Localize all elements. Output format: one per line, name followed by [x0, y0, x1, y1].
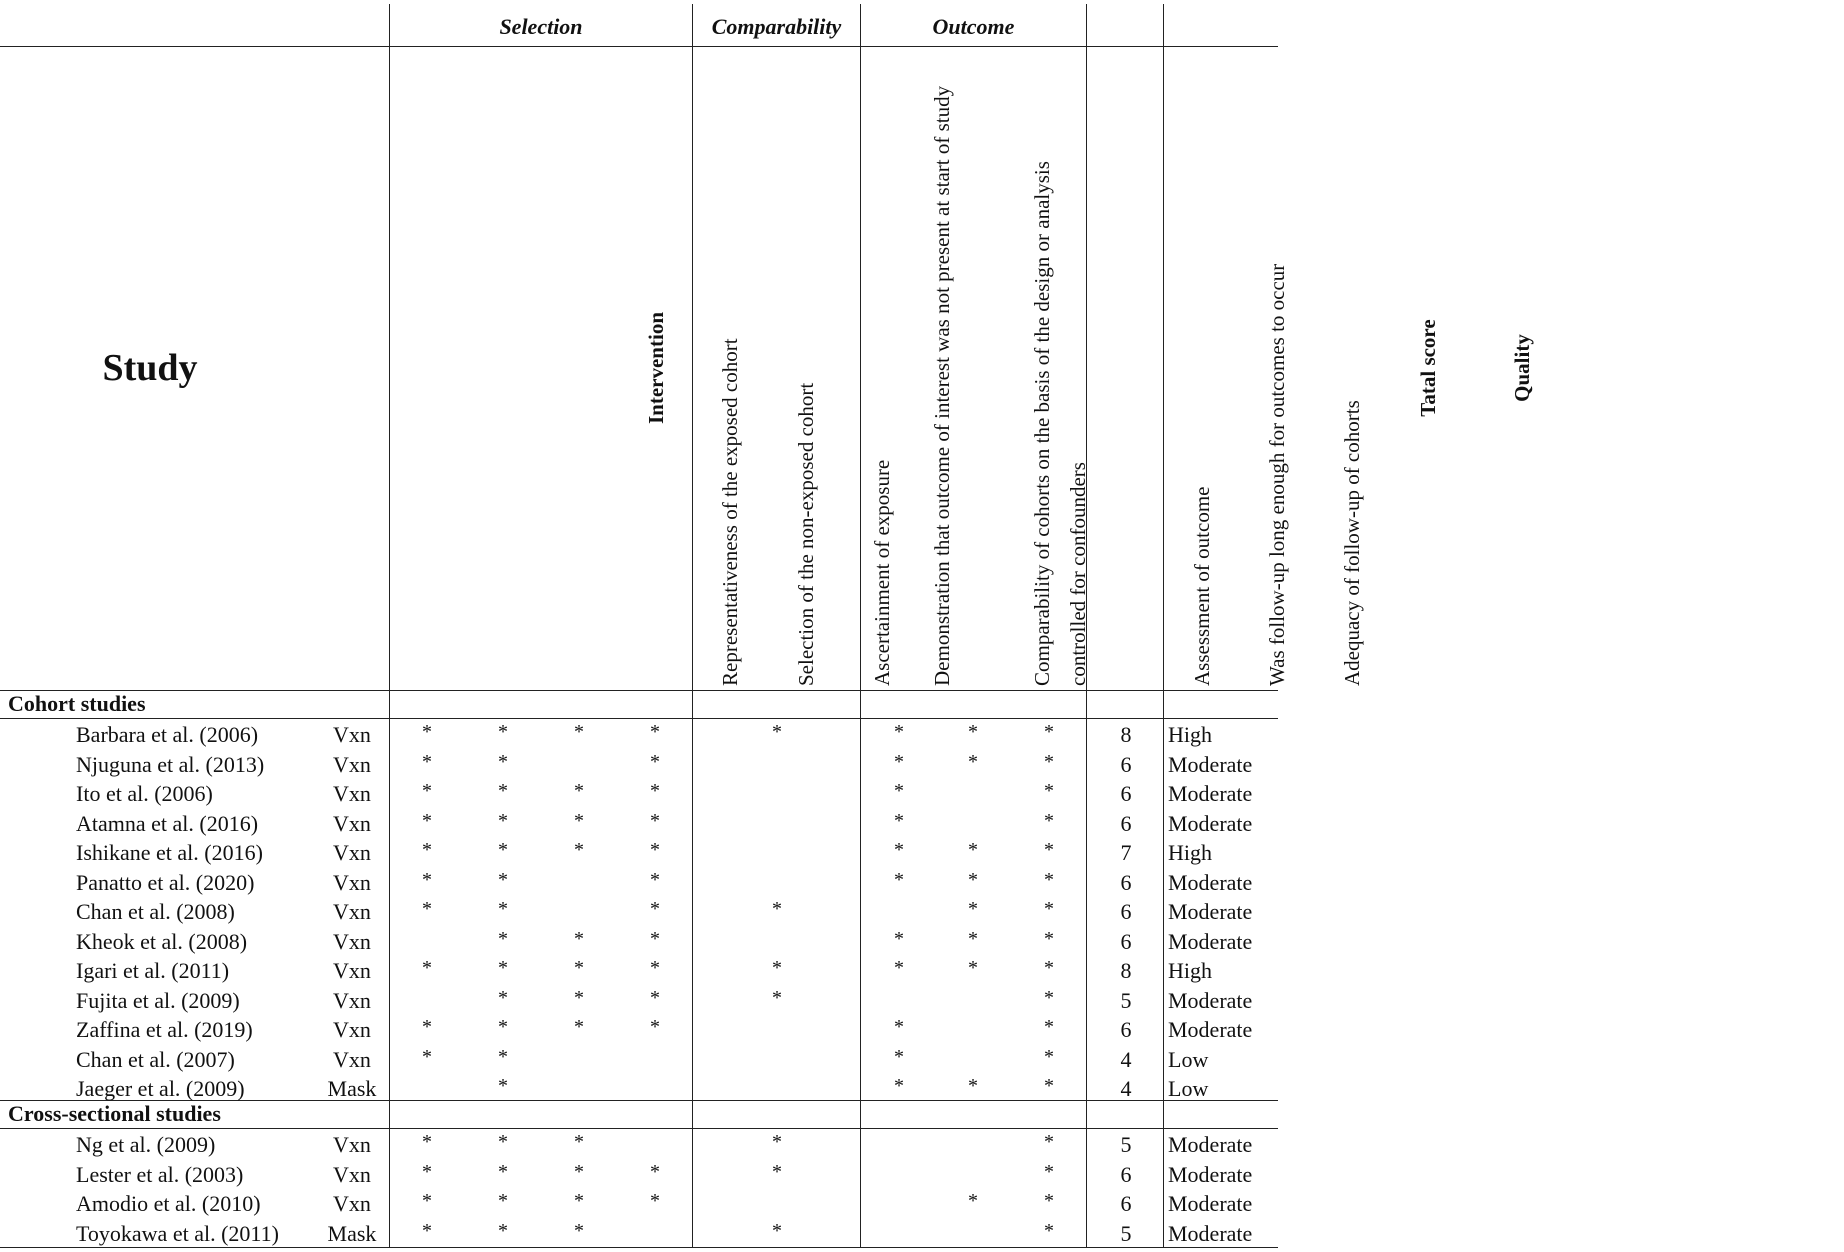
- study-name: Chan et al. (2007): [76, 1046, 235, 1072]
- star-mark: *: [894, 1075, 904, 1097]
- criterion-1-text: Representativeness of the exposed cohort: [718, 338, 742, 686]
- intervention-value: Vxn: [333, 1017, 371, 1042]
- star-mark: *: [894, 780, 904, 802]
- total-score-value: 8: [1120, 722, 1132, 747]
- total-score-value: 5: [1120, 1132, 1132, 1157]
- star-mark: *: [772, 721, 782, 743]
- criterion-8-text: Adequacy of follow-up of cohorts: [1340, 400, 1364, 686]
- star-mark: *: [968, 898, 978, 920]
- quality-value: Moderate: [1168, 928, 1253, 954]
- star-mark: *: [894, 721, 904, 743]
- group-header-comparability: Comparability: [711, 14, 842, 39]
- star-mark: *: [498, 957, 508, 979]
- quality-value: Moderate: [1168, 751, 1253, 777]
- star-mark: *: [422, 1160, 432, 1183]
- star-mark: *: [1044, 1219, 1054, 1242]
- star-mark: *: [968, 839, 978, 861]
- star-mark: *: [894, 1045, 904, 1068]
- intervention-header-text: Intervention: [644, 312, 668, 424]
- star-mark: *: [650, 721, 660, 743]
- quality-value: Low: [1168, 1046, 1209, 1072]
- star-mark: *: [574, 780, 584, 802]
- star-mark: *: [574, 986, 584, 1009]
- intervention-value: Vxn: [333, 987, 371, 1013]
- star-mark: *: [772, 986, 782, 1009]
- star-mark: *: [1044, 1045, 1054, 1068]
- star-mark: *: [968, 927, 978, 950]
- total-score-value: 5: [1120, 987, 1132, 1013]
- star-mark: *: [498, 750, 508, 773]
- star-mark: *: [650, 986, 660, 1009]
- study-name: Atamna et al. (2016): [76, 810, 259, 836]
- star-mark: *: [650, 1016, 660, 1038]
- criterion-7-text: Was follow-up long enough for outcomes to occur: [1265, 263, 1289, 686]
- star-mark: *: [1044, 780, 1054, 802]
- quality-value: Moderate: [1168, 1220, 1253, 1246]
- intervention-value: Vxn: [333, 781, 371, 806]
- total-score-value: 6: [1120, 751, 1132, 777]
- star-mark: *: [650, 898, 660, 920]
- total-score-value: 6: [1120, 899, 1132, 924]
- star-mark: *: [1044, 1075, 1054, 1097]
- study-name: Njuguna et al. (2013): [76, 751, 265, 777]
- study-name: Toyokawa et al. (2011): [76, 1220, 279, 1246]
- star-mark: *: [1044, 750, 1054, 773]
- star-mark: *: [574, 839, 584, 861]
- star-mark: *: [1044, 839, 1054, 861]
- star-mark: *: [650, 927, 660, 950]
- star-mark: *: [650, 780, 660, 802]
- intervention-value: Vxn: [333, 722, 371, 747]
- star-mark: *: [498, 986, 508, 1009]
- star-mark: *: [422, 1190, 432, 1212]
- star-mark: *: [894, 839, 904, 861]
- star-mark: *: [650, 809, 660, 832]
- star-mark: *: [574, 957, 584, 979]
- star-mark: *: [772, 1219, 782, 1242]
- total-score-value: 6: [1120, 928, 1132, 954]
- star-mark: *: [574, 1016, 584, 1038]
- star-mark: *: [574, 927, 584, 950]
- study-name: Ishikane et al. (2016): [76, 840, 263, 865]
- star-mark: *: [498, 839, 508, 861]
- star-mark: *: [650, 839, 660, 861]
- star-mark: *: [422, 868, 432, 891]
- star-mark: *: [772, 1160, 782, 1183]
- intervention-value: Vxn: [333, 899, 371, 924]
- quality-value: Moderate: [1168, 1017, 1253, 1042]
- column-header-intervention: [334, 46, 668, 690]
- quality-value: High: [1168, 840, 1212, 865]
- column-header-study: Study: [102, 347, 198, 389]
- intervention-value: Vxn: [333, 1132, 371, 1157]
- star-mark: *: [772, 957, 782, 979]
- intervention-value: Vxn: [333, 928, 371, 954]
- total-score-value: 7: [1120, 840, 1132, 865]
- star-mark: *: [422, 839, 432, 861]
- star-mark: *: [1044, 927, 1054, 950]
- study-name: Lester et al. (2003): [76, 1161, 244, 1187]
- star-mark: *: [422, 1045, 432, 1068]
- star-mark: *: [498, 1160, 508, 1183]
- star-mark: *: [498, 1075, 508, 1097]
- total-score-value: 8: [1120, 958, 1132, 983]
- star-mark: *: [422, 1219, 432, 1242]
- star-mark: *: [1044, 1131, 1054, 1153]
- star-mark: *: [650, 1160, 660, 1183]
- star-mark: *: [894, 957, 904, 979]
- quality-value: Moderate: [1168, 781, 1253, 806]
- star-mark: *: [650, 957, 660, 979]
- star-mark: *: [574, 1219, 584, 1242]
- star-mark: *: [498, 1045, 508, 1068]
- star-mark: *: [894, 809, 904, 832]
- intervention-value: Vxn: [333, 1161, 371, 1187]
- star-mark: *: [498, 780, 508, 802]
- star-mark: *: [894, 1016, 904, 1038]
- quality-value: Moderate: [1168, 1161, 1253, 1187]
- star-mark: *: [894, 927, 904, 950]
- study-name: Ng et al. (2009): [76, 1132, 216, 1157]
- quality-value: High: [1168, 722, 1212, 747]
- section-title-cross-sectional: Cross-sectional studies: [8, 1101, 221, 1126]
- study-name: Jaeger et al. (2009): [76, 1076, 245, 1101]
- star-mark: *: [498, 1219, 508, 1242]
- intervention-value: Vxn: [333, 751, 371, 777]
- group-header-outcome: Outcome: [932, 14, 1015, 39]
- star-mark: *: [1044, 1016, 1054, 1038]
- quality-value: High: [1168, 958, 1212, 983]
- total-score-value: 6: [1120, 1017, 1132, 1042]
- star-mark: *: [422, 809, 432, 832]
- intervention-value: Vxn: [333, 1191, 371, 1216]
- quality-value: Moderate: [1168, 810, 1253, 836]
- criterion-6-text: Assessment of outcome: [1190, 486, 1214, 686]
- star-mark: *: [422, 1131, 432, 1153]
- star-mark: *: [772, 898, 782, 920]
- star-mark: *: [498, 927, 508, 950]
- study-name: Panatto et al. (2020): [76, 869, 255, 895]
- star-mark: *: [1044, 868, 1054, 891]
- intervention-value: Mask: [327, 1076, 377, 1101]
- study-name: Fujita et al. (2009): [76, 987, 240, 1013]
- star-mark: *: [1044, 809, 1054, 832]
- total-score-value: 6: [1120, 869, 1132, 895]
- study-name: Barbara et al. (2006): [76, 722, 259, 747]
- star-mark: *: [968, 750, 978, 773]
- star-mark: *: [1044, 721, 1054, 743]
- star-mark: *: [574, 1131, 584, 1153]
- star-mark: *: [422, 750, 432, 773]
- star-mark: *: [968, 1075, 978, 1097]
- star-mark: *: [772, 1131, 782, 1153]
- star-mark: *: [422, 957, 432, 979]
- star-mark: *: [574, 1160, 584, 1183]
- study-name: Zaffina et al. (2019): [76, 1017, 253, 1042]
- criterion-5-text: Comparability of cohorts on the basis of the design or analysis controlled for confounders: [1030, 161, 1090, 686]
- star-mark: *: [650, 868, 660, 891]
- star-mark: *: [968, 1190, 978, 1212]
- star-mark: *: [498, 898, 508, 920]
- star-mark: *: [968, 868, 978, 891]
- star-mark: *: [1044, 1190, 1054, 1212]
- study-name: Chan et al. (2008): [76, 899, 235, 924]
- study-name: Ito et al. (2006): [76, 781, 213, 806]
- star-mark: *: [968, 721, 978, 743]
- star-mark: *: [894, 750, 904, 773]
- star-mark: *: [498, 1016, 508, 1038]
- star-mark: *: [1044, 1160, 1054, 1183]
- quality-value: Moderate: [1168, 899, 1253, 924]
- total-score-header-text: Tatal score: [1416, 319, 1440, 417]
- intervention-value: Vxn: [333, 1046, 371, 1072]
- star-mark: *: [422, 780, 432, 802]
- intervention-value: Vxn: [333, 869, 371, 895]
- quality-header-text: Quality: [1510, 334, 1534, 402]
- total-score-value: 5: [1120, 1220, 1132, 1246]
- star-mark: *: [498, 809, 508, 832]
- quality-value: Moderate: [1168, 1191, 1253, 1216]
- star-mark: *: [498, 721, 508, 743]
- study-name: Igari et al. (2011): [76, 958, 230, 983]
- intervention-value: Vxn: [333, 810, 371, 836]
- group-header-selection: Selection: [499, 14, 583, 39]
- star-mark: *: [650, 750, 660, 773]
- star-mark: *: [894, 868, 904, 891]
- section-title-cohort: Cohort studies: [8, 691, 146, 716]
- total-score-value: 4: [1120, 1046, 1132, 1072]
- total-score-value: 6: [1120, 781, 1132, 806]
- total-score-value: 6: [1120, 1191, 1132, 1216]
- star-mark: *: [498, 868, 508, 891]
- star-mark: *: [1044, 957, 1054, 979]
- star-mark: *: [422, 721, 432, 743]
- star-mark: *: [650, 1190, 660, 1212]
- star-mark: *: [1044, 898, 1054, 920]
- star-mark: *: [498, 1131, 508, 1153]
- intervention-value: Vxn: [333, 958, 371, 983]
- star-mark: *: [574, 721, 584, 743]
- star-mark: *: [498, 1190, 508, 1212]
- star-mark: *: [1044, 986, 1054, 1009]
- star-mark: *: [422, 898, 432, 920]
- star-mark: *: [968, 957, 978, 979]
- total-score-value: 4: [1120, 1076, 1132, 1101]
- star-mark: *: [574, 809, 584, 832]
- quality-value: Moderate: [1168, 1132, 1253, 1157]
- criterion-3-text: Ascertainment of exposure: [870, 459, 894, 686]
- quality-value: Moderate: [1168, 987, 1253, 1013]
- intervention-value: Mask: [327, 1220, 377, 1246]
- total-score-value: 6: [1120, 810, 1132, 836]
- intervention-value: Vxn: [333, 840, 371, 865]
- criterion-4-text: Demonstration that outcome of interest was not present at start of study: [930, 85, 954, 686]
- study-name: Amodio et al. (2010): [76, 1191, 261, 1216]
- quality-value: Low: [1168, 1076, 1209, 1101]
- star-mark: *: [574, 1190, 584, 1212]
- study-name: Kheok et al. (2008): [76, 928, 248, 954]
- quality-value: Moderate: [1168, 869, 1253, 895]
- criterion-2-text: Selection of the non-exposed cohort: [794, 382, 818, 686]
- total-score-value: 6: [1120, 1161, 1132, 1187]
- star-mark: *: [422, 1016, 432, 1038]
